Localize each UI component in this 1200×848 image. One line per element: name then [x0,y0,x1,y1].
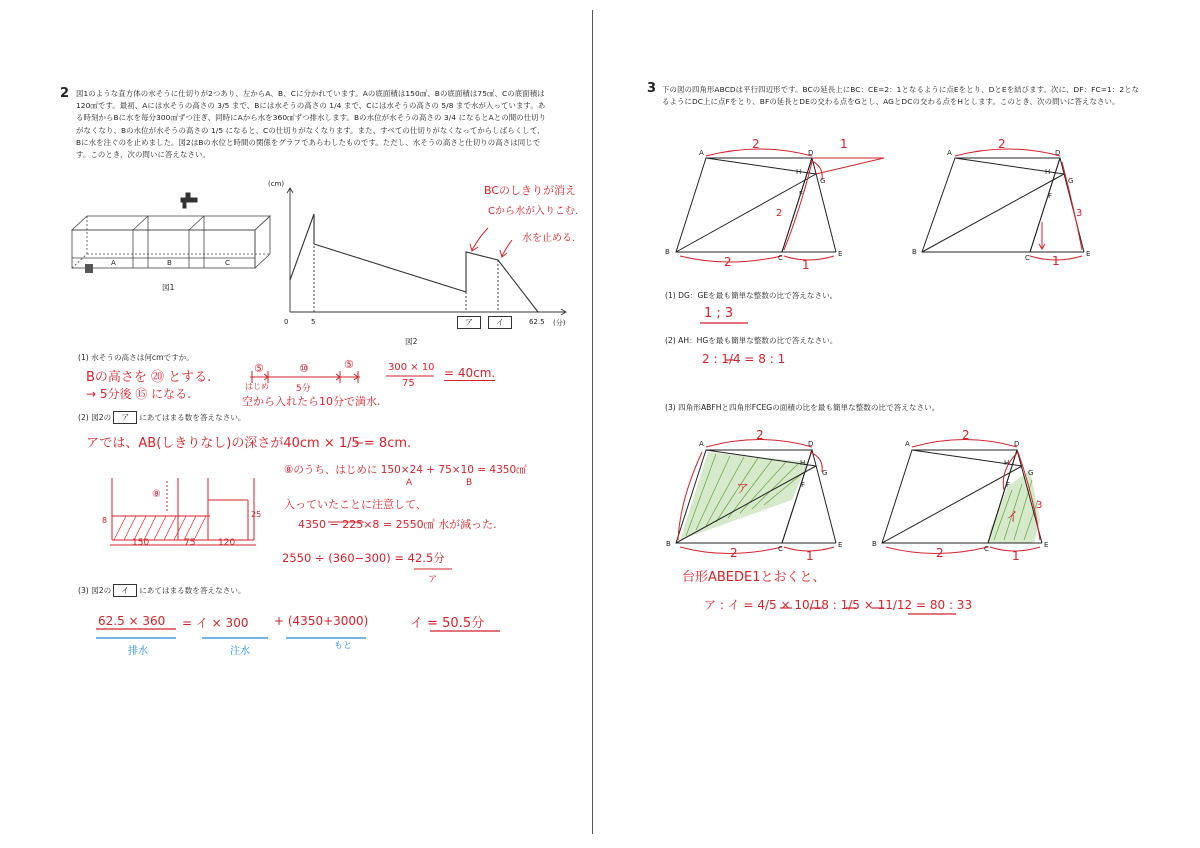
q2-calc1-sub-b: B [466,478,473,488]
q3-eq-b: = イ × 300 [182,616,249,630]
q1-circle-3: ⑤ [344,358,354,371]
q1-empty: 空から入れたら10分で満水. [242,395,381,408]
tl-point-d: D [808,149,814,157]
fig2-x-5: 5 [311,318,316,326]
tl-mark-1-bottom: 1 [802,258,810,272]
tr-point-d: D [1055,149,1061,157]
tr-point-b: B [912,248,917,256]
note-stop: 水を止める. [522,233,576,244]
q1-circle-1: ⑤ [254,362,264,375]
tl-mark-2: 2 [752,137,760,151]
bl-shade-a: ア [736,482,750,497]
fig2-x-unit: (分) [553,319,566,327]
q3-label-drain: 排水 [128,646,148,657]
tl-point-h: H [796,168,802,176]
q2-calc1: ⑧のうち、はじめに 150×24 + 75×10 = 4350㎤ [284,464,527,476]
bl-point-c: C [778,545,783,553]
r-q3-line: 台形ABEDE1とおくと、 [682,570,826,585]
fig2-x-625: 62.5 [529,318,545,326]
q3-answer: イ = 50.5分 [410,616,485,631]
q1-hajime: はじめ [245,382,269,391]
bl-point-a: A [699,440,704,448]
q3-label-pour: 注水 [230,646,250,657]
r-q1-answer: 1 ; 3 [704,306,734,321]
bl-point-f: F [801,481,806,489]
q2-line: アでは、AB(しきりなし)の深さが40cm × 1/5 = 8cm. [86,436,412,451]
bl-mark-2: 2 [756,428,764,442]
q1-numerator: 300 × 10 [388,362,435,373]
bl-point-h: H [800,459,806,467]
bl-mark-2-bottom: 2 [730,546,738,560]
problem-2-text: 図1のような直方体の水そうに仕切りが2つあり、左からA、B、Cに分かれています。Aの底面積は150㎠、Bの底面積は75㎠、Cの底面積は120㎠です。最初、Aには水そうの高さの 3/5 まで、Bには水そうの高さの 1/4 まで、Cには水そうの高さの 5/8 まで水が入っています。ある時刻からBに水を毎分300㎤ずつ注ぎ、同時にAから水を360㎤ずつ排水します。Bの水位が水そうの高さの 3/4 になるとAとの間の仕切りがなくなり、Bの水位が水そうの高さの 1/5 になると、Cの仕切りがなくなります。また、すべての仕切りがなくなってからしばらくして、Bに水を注ぐのを止めました。図2はBの水位と時間の関係をグラフであらわしたものです。ただし、水そうの高さと仕切りの高さは同じです。このとき、次の問いに答えなさい。 [76,89,547,160]
q3-pre: (3) 図2の [78,586,112,595]
br-point-d: D [1014,440,1020,448]
q2-calc4-sub: ア [428,575,438,585]
note-bc: BCのしきりが消え [484,184,577,197]
br-point-h: H [1004,459,1010,467]
br-point-c: C [984,545,989,553]
q2-calc3: 4350 − 225×8 = 2550㎤ 水が減った. [298,518,497,531]
q2-box: ア [113,411,137,424]
q2-diag-circle-8: ⑧ [152,489,161,500]
note-c: Cから水が入りこむ. [488,206,579,217]
tr-point-c: C [1025,254,1030,262]
br-point-b: B [872,540,877,548]
fig1-label-a: A [111,259,116,267]
br-mark-1-bottom: 1 [1012,549,1020,563]
tl-mark-1: 1 [840,137,848,151]
tr-point-a: A [947,149,952,157]
q2-diag-120: 120 [218,538,236,548]
problem-number-2: 2 [60,86,70,101]
tr-mark-3: 3 [1076,208,1083,219]
q1-text: (1) 水そうの高さは何cmですか。 [78,353,194,362]
q2-calc1-sub-a: A [406,478,413,488]
q2-diag-75: 75 [184,538,196,548]
tr-mark-1: 1 [1052,254,1060,268]
br-mark-3: 3 [1036,500,1043,511]
br-point-f: F [1006,481,1011,489]
r-q1-text: (1) DG：GEを最も簡単な整数の比で答えなさい。 [665,291,838,300]
tl-point-a: A [699,149,704,157]
br-point-g: G [1028,469,1034,477]
q2-diag-150: 150 [132,538,150,548]
q2-calc2: 入っていたことに注意して、 [284,498,427,511]
fig1-label-c: C [225,259,230,267]
q3-post: にあてはまる数を答えなさい。 [139,586,246,595]
q1-answer-b: → 5分後 ⑮ になる. [86,387,191,401]
br-point-a: A [905,440,910,448]
tr-point-f: F [1048,192,1053,200]
q3-eq-c: + (4350+3000) [274,614,369,628]
tr-point-h: H [1045,168,1051,176]
q2-calc4: 2550 ÷ (360−300) = 42.5分 [282,551,445,565]
q2-pre: (2) 図2の [78,413,112,422]
bl-point-d: D [808,440,814,448]
br-point-e: E [1044,541,1049,549]
bl-point-e: E [838,541,843,549]
br-mark-2-bottom: 2 [936,546,944,560]
tl-point-c: C [778,254,783,262]
tr-point-e: E [1086,250,1091,258]
tl-point-b: B [665,248,670,256]
problem-number-3: 3 [647,81,657,96]
fig2-y-unit: (cm) [268,180,285,188]
q1-denominator: 75 [402,378,415,389]
tl-mark-2-bottom: 2 [724,255,732,269]
box-i: イ [488,316,512,329]
bl-point-b: B [666,540,671,548]
tl-point-g: G [820,177,826,185]
r-q2-answer: 2 : 1/4 = 8 : 1 [702,352,786,366]
q2-diag-25: 25 [251,510,262,519]
q3-eq-a: 62.5 × 360 [98,614,166,628]
q3-box: イ [113,584,137,597]
r-q3-text: (3) 四角形ABFHと四角形FCEGの面積の比を最も簡単な整数の比で答えなさい。 [665,403,940,412]
q1-circle-2: ⑩ [299,362,309,375]
tl-point-e: E [838,250,843,258]
tr-point-g: G [1068,177,1074,185]
tl-mark-2-side: 2 [776,208,783,219]
tr-mark-2: 2 [998,137,1006,151]
q1-result: = 40cm. [444,366,496,380]
problem-3-text: 下の図の四角形ABCDは平行四辺形です。BCの延長上にBC：CE=2：1となるように点Eをとり、DとEを結びます。次に、DF：FC=1：2となるようにDC上に点Fをとり、BFの延長とDEの交わる点をGとし、AGとDCの交わる点をHとします。このとき、次の問いに答えなさい。 [662,85,1140,107]
q1-5min: 5分 [296,384,311,394]
bl-mark-1-bottom: 1 [806,549,814,563]
fig2-x-0: 0 [284,318,289,326]
fig1-caption: 図1 [162,283,175,292]
fig2-caption: 図2 [405,337,418,346]
bl-point-g: G [822,469,828,477]
q2-post: にあてはまる数を答えなさい。 [139,413,246,422]
box-a: ア [457,316,481,329]
tl-point-f: F [799,190,804,198]
q1-answer-a: Bの高さを ⑳ とする. [86,370,212,385]
fig1-label-b: B [167,259,172,267]
r-q2-text: (2) AH：HGを最も簡単な整数の比で答えなさい。 [665,336,838,345]
q3-label-original: もと [334,641,353,651]
br-shade-i: イ [1006,510,1020,525]
r-q3-eq: ア : イ = 4/5 × 10/18 : 1/5 × 11/12 = 80 : 33 [704,598,973,612]
br-mark-2: 2 [962,428,970,442]
q2-diag-8: 8 [102,516,108,525]
